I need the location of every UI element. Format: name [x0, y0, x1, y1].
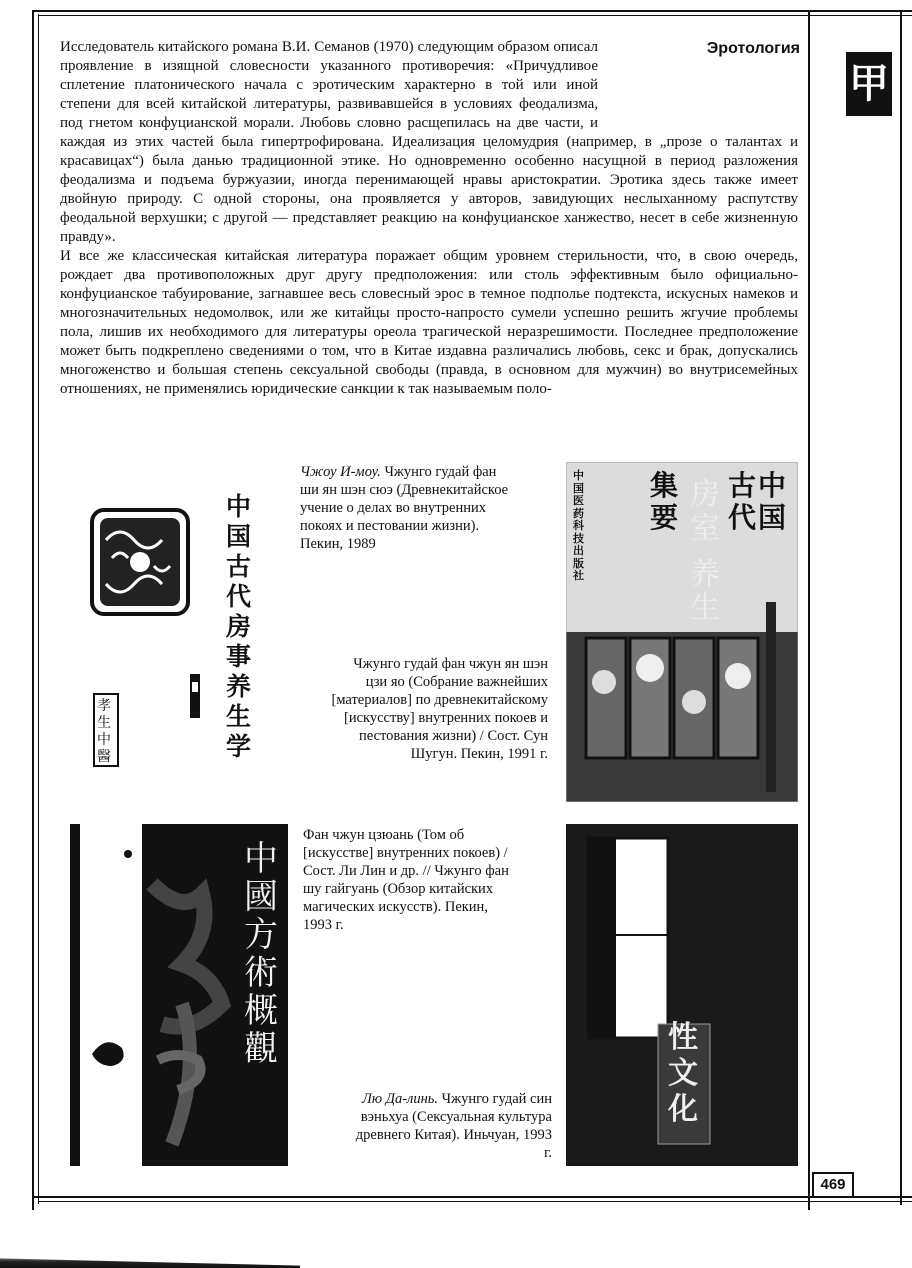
- cover4-title: 性文化: [668, 1020, 698, 1127]
- page-number: 469: [812, 1172, 854, 1198]
- caption-2-text: Чжунго гудай фан чжун ян шэн цзи яо (Собрание важнейших [материалов] по древнекитайскому [искусству] внутренних покоев и пестования жизни) / Сост. Сун Шугун. Пекин, 1991 г.: [331, 656, 548, 762]
- paragraph: И все же классическая китайская литература поражает общим уровнем стерильности, что, в свою очередь, рождает два противоположных друг другу предположения: или столь эффективным было официально-конфуцианское табуирование, загнавшее весь словесный эрос в темное подполье подтекста, искусных намеков и многозначительных недомолвок, или же китайцы просто-напросто сумели успешно решить жгучие проблемы пола, лишив их необходимого для литературы ореола трагической неразрешимости. Последнее предположение может быть подкреплено сведениями о том, что в Китае издавна различались любовь, секс и брак, допускались многоженство и большая степень сексуальной свободы (правда, в основном для мужчин) во внутрисемейных отношениях, не применялись юридические санкции к так называемым поло-: [60, 248, 798, 397]
- cover2-publisher: 中国医药科技出版社: [573, 469, 584, 582]
- section-title: Эротология: [706, 40, 800, 57]
- scan-edge-shadow: [0, 1252, 300, 1268]
- page-frame-left-rule-inner: [38, 14, 39, 1204]
- caption-4-text: Чжунго гудай син вэньхуа (Сексуальная культура древнего Китая). Иньчуан, 1993 г.: [355, 1091, 552, 1161]
- page-frame-bottom-rule-inner: [38, 1201, 912, 1202]
- main-text: [60, 38, 798, 399]
- caption-3: [303, 826, 513, 934]
- caption-1-text: Чжунго гудай фан ши ян шэн сюэ (Древнекитайское учение о делах во внутренних покоях и пестовании жизни). Пекин, 1989: [300, 464, 509, 552]
- page-frame-top-rule-inner: [38, 15, 912, 16]
- caption-2: [330, 655, 548, 763]
- cover1-title: 中国古代房事养生学: [226, 492, 252, 761]
- cover2-title-e: 集要: [650, 469, 679, 534]
- page-frame-top-rule: [32, 10, 912, 12]
- cover3-title: 中國方術概觀: [244, 839, 278, 1069]
- caption-3-text: Фан чжун цзюань (Том об [искусстве] внутренних покоев) / Сост. Ли Лин и др. // Чжунго фан шу гайгуань (Обзор китайских магических искусств). Пекин, 1993 г.: [303, 827, 509, 933]
- caption-4: [348, 1090, 552, 1162]
- cover1-stamp: 孝生中醫: [97, 698, 111, 765]
- cover2-title-b: 古代: [728, 469, 757, 534]
- cover2-title-c: 房室: [690, 477, 720, 546]
- paragraph: Исследователь китайского романа В.И. Семанов (1970) следующим образом описал проявление в изящной словесности указанного противоречия: «Причудливое сплетение платонического начала с эротическим характерно в той или иной степени для всей китайской литературы, развивавшейся в условиях феодализма, под гнетом конфуцианской морали. Любовь словно расщепилась на две части, и каждая из этих частей была гипертрофирована. Идеализация целомудрия (например, в „прозе о талантах и красавицах“) была данью традиционной этике. Но одновременно особенно насущной в период разложения феодализма и подъема буржуазии, иногда перенимающей нравы аристократии. Эротика здесь также имеет двойную природу. С одной стороны, она проявляется у авторов, завидующих неслыханному распутству феодальной верхушки; с другой — представляет реакцию на конфуцианское ханжество, несет в себе жизненную правду».: [60, 39, 798, 245]
- page-frame-right-rule: [808, 10, 810, 1210]
- outer-right-rule: [900, 10, 902, 1205]
- cover2-title-a: 中国: [758, 469, 787, 534]
- page-frame-left-rule: [32, 10, 34, 1210]
- caption-1-author: Чжоу И-моу.: [300, 464, 381, 480]
- caption-4-author: Лю Да-линь.: [362, 1091, 439, 1107]
- caption-1: [300, 463, 510, 553]
- chapter-tab-glyph: 甲: [849, 61, 889, 107]
- cover2-title-d: 养生: [690, 557, 720, 626]
- page-frame-bottom-rule: [32, 1196, 912, 1198]
